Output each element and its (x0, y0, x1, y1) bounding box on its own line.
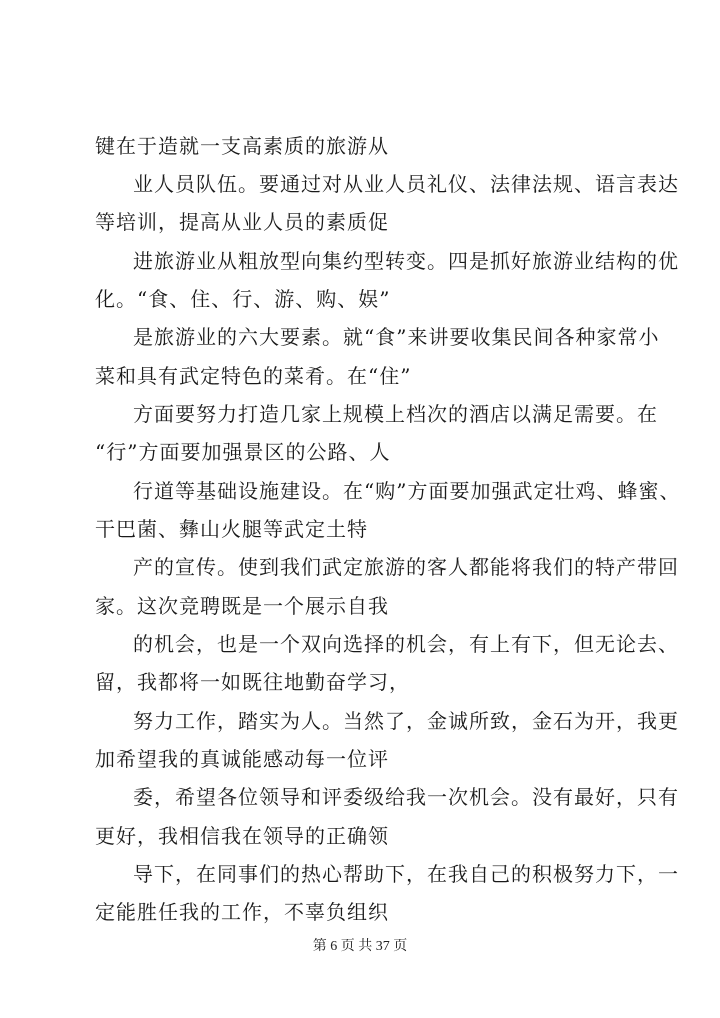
body-text-line: 委，希望各位领导和评委级给我一次机会。没有最好，只有 (133, 785, 679, 809)
body-text-line: 业人员队伍。要通过对从业人员礼仪、法律法规、语言表达 (133, 172, 679, 196)
body-text-line: 干巴菌、彝山火腿等武定土特 (95, 517, 368, 541)
body-text-line: 导下，在同事们的热心帮助下，在我自己的积极努力下，一 (133, 862, 679, 886)
body-text-line: 努力工作，踏实为人。当然了，金诚所致，金石为开，我更 (133, 709, 679, 733)
body-text-line: 菜和具有武定特色的菜肴。在“住” (95, 364, 412, 388)
body-text-line: 进旅游业从粗放型向集约型转变。四是抓好旅游业结构的优 (133, 249, 679, 273)
body-text-line: 定能胜任我的工作，不辜负组织 (95, 900, 389, 924)
body-text-line: 键在于造就一支高素质的旅游从 (95, 134, 389, 158)
body-text-line: 更好，我相信我在领导的正确领 (95, 824, 389, 848)
body-text-line: 行道等基础设施建设。在“购”方面要加强武定壮鸡、蜂蜜、 (133, 479, 681, 503)
body-text-line: 方面要努力打造几家上规模上档次的酒店以满足需要。在 (133, 402, 658, 426)
body-text-line: 化。“食、住、行、游、购、娱” (95, 287, 391, 311)
body-text-line: 加希望我的真诚能感动每一位评 (95, 747, 389, 771)
body-text-line: 留，我都将一如既往地勤奋学习， (95, 670, 410, 694)
body-text-line: 家。这次竞聘既是一个展示自我 (95, 594, 389, 618)
body-text-line: 是旅游业的六大要素。就“食”来讲要收集民间各种家常小 (133, 325, 660, 349)
body-text-line: 等培训，提高从业人员的素质促 (95, 210, 389, 234)
body-text-line: “行”方面要加强景区的公路、人 (95, 440, 391, 464)
body-text-line: 产的宣传。使到我们武定旅游的客人都能将我们的特产带回 (133, 555, 679, 579)
page-number-footer: 第 6 页 共 37 页 (312, 939, 408, 954)
body-text-line: 的机会，也是一个双向选择的机会，有上有下，但无论去、 (133, 632, 679, 656)
